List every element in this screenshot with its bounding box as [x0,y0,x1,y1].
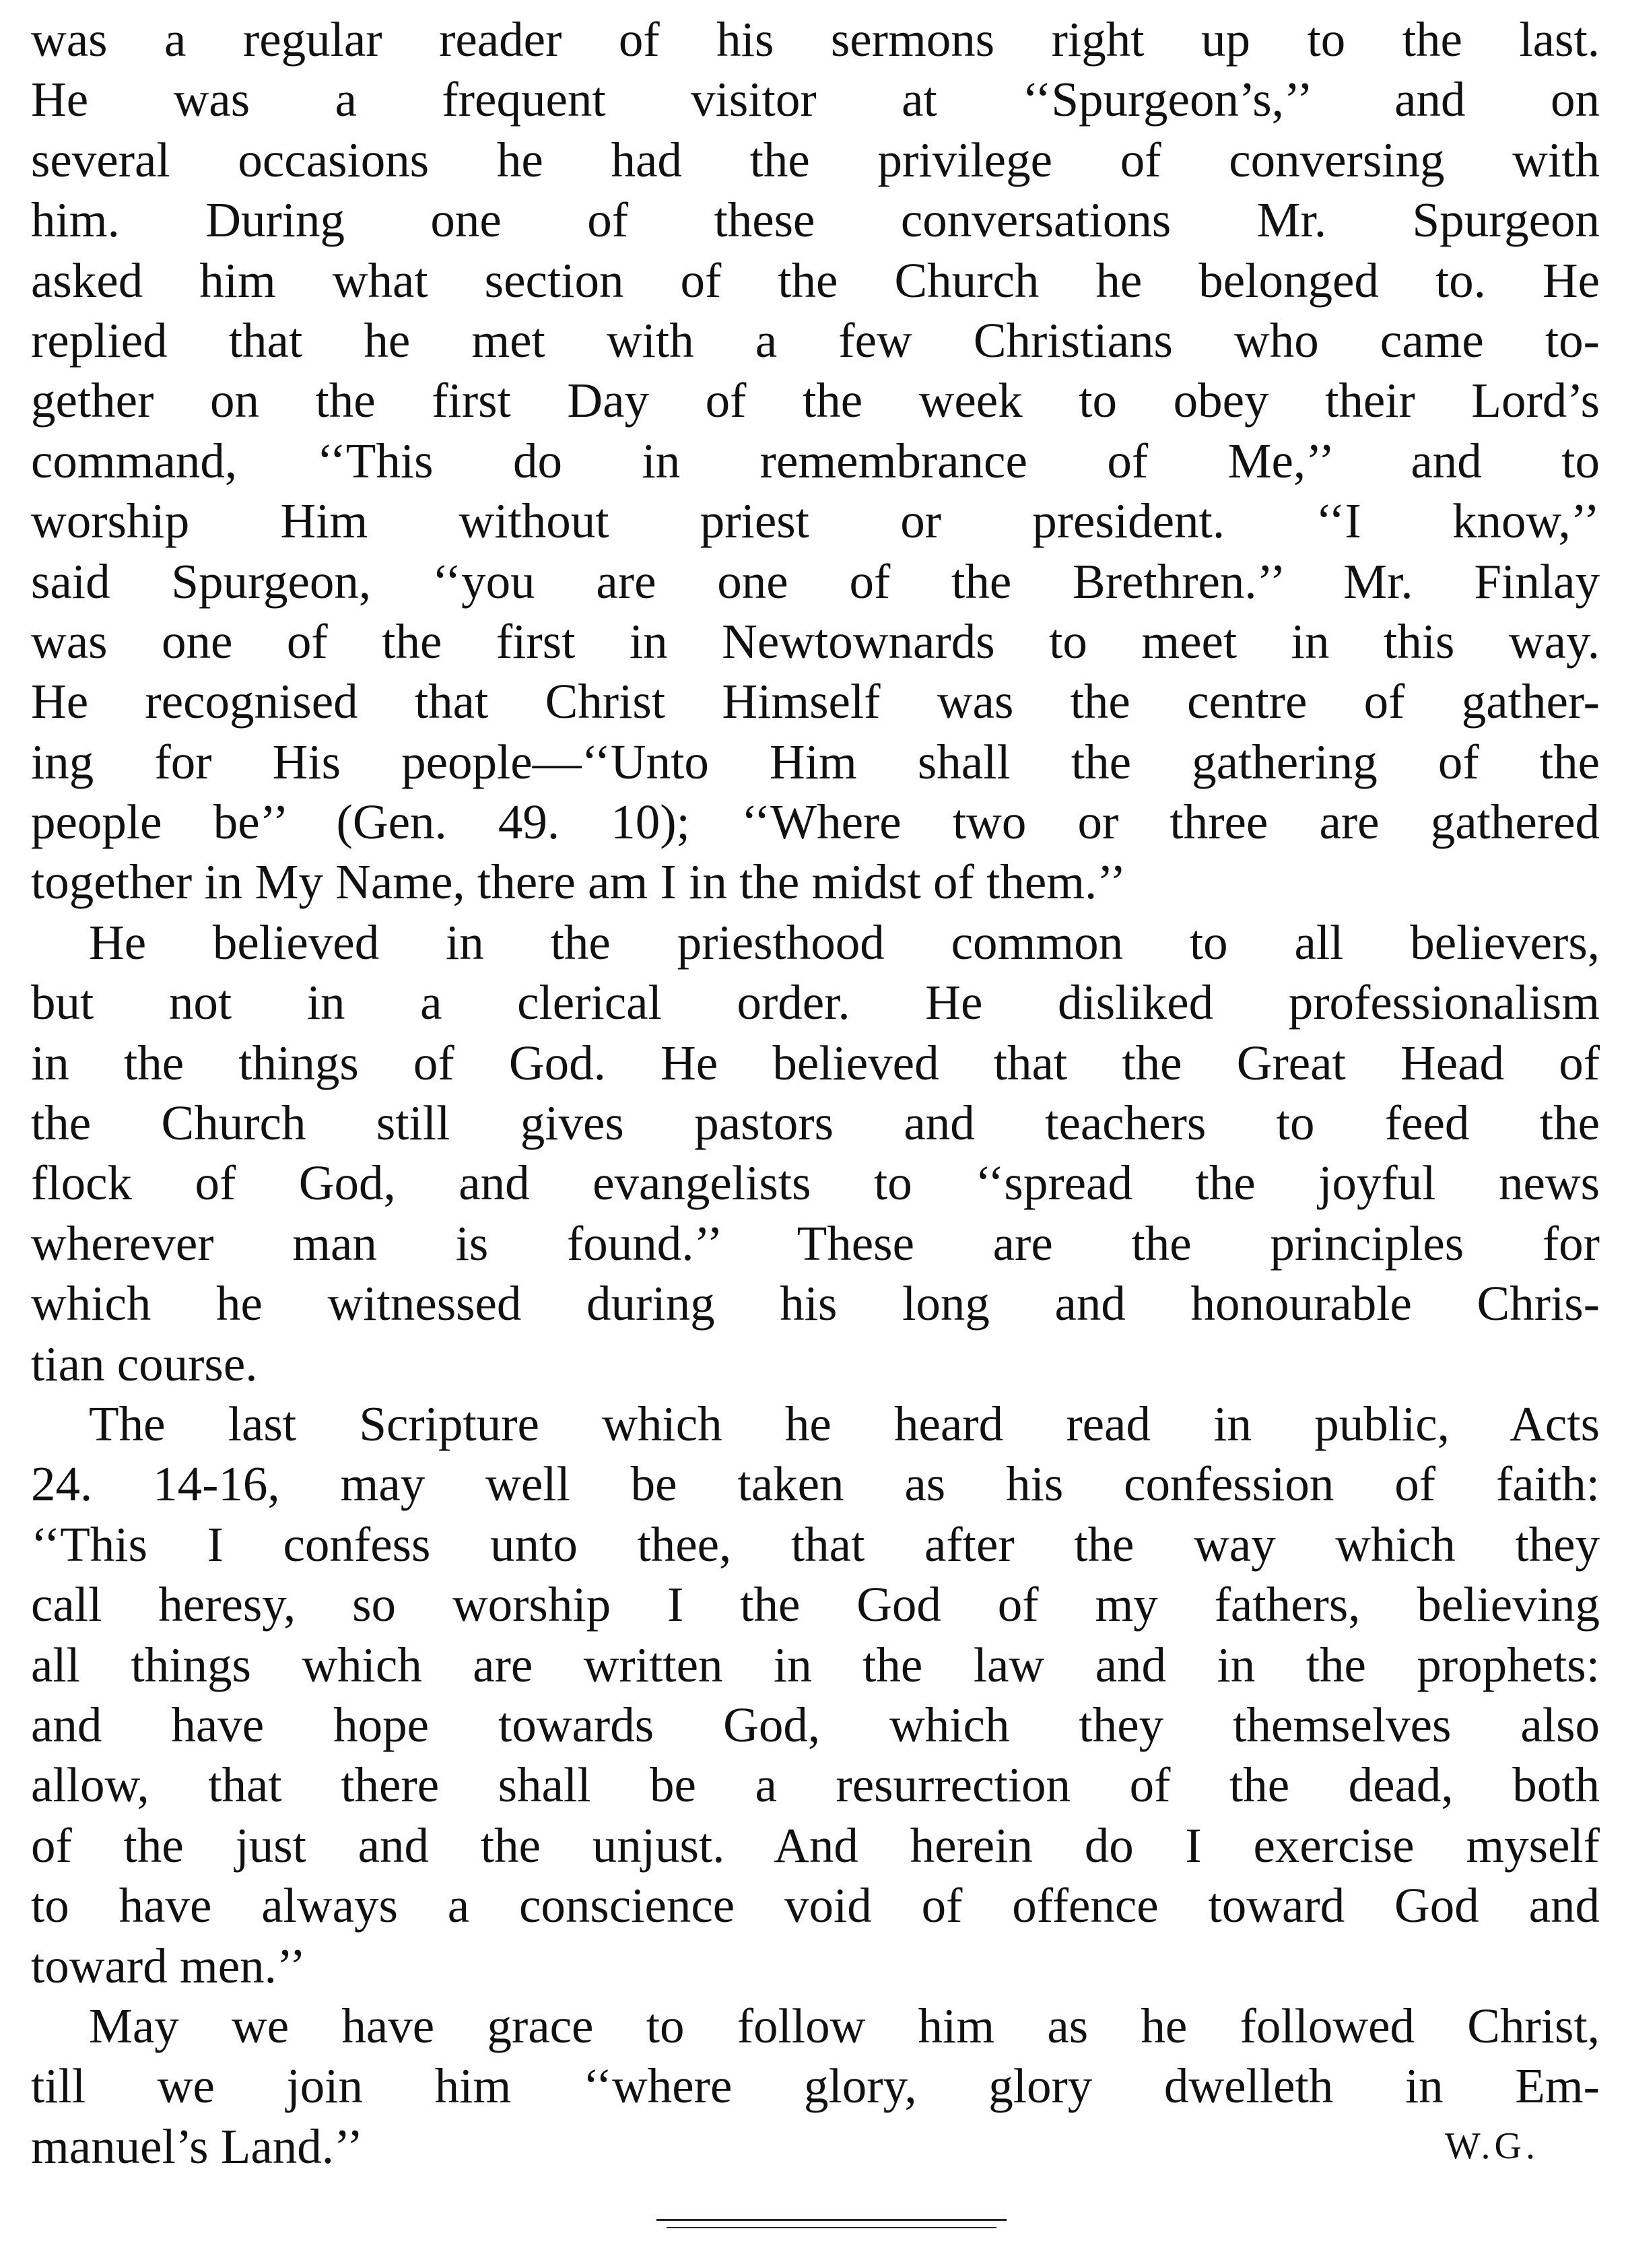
text-line: said Spurgeon, ‘‘you are one of the Brethren.’’ Mr. Finlay [31,554,1600,609]
text-line: was one of the first in Newtownards to meet in this way. [31,613,1600,669]
text-line: allow, that there shall be a resurrection of the dead, both [31,1758,1600,1813]
text-line: several occasions he had the privilege of conversing with [31,132,1600,187]
section-divider-rule [656,2219,1007,2221]
text-line: till we join him ‘‘where glory, glory dwelleth in Em- [31,2059,1600,2114]
text-line: to have always a conscience void of offence toward God and [31,1878,1600,1933]
text-line: May we have grace to follow him as he followed Christ, [89,1998,1600,2053]
text-line: manuel’s Land.’’ [31,2119,364,2174]
text-line: but not in a clerical order. He disliked professionalism [31,975,1600,1030]
closing-line [31,2116,1600,2176]
text-line: flock of God, and evangelists to ‘‘spread the joyful news [31,1156,1600,1211]
author-signature: W.G. [1444,2125,1539,2167]
text-line: worship Him without priest or president. ‘‘I know,’’ [31,494,1600,549]
text-line: wherever man is found.’’ These are the principles for [31,1215,1600,1271]
text-line: command, ‘‘This do in remembrance of Me,’’ and to [31,433,1600,488]
text-line: people be’’ (Gen. 49. 10); ‘‘Where two or three are gathered [31,795,1600,850]
text-line: He recognised that Christ Himself was the centre of gather- [31,674,1600,729]
paragraph-2 [31,912,1600,1394]
text-line: together in My Name, there am I in the midst of them.’’ [31,855,1126,910]
text-line: him. During one of these conversations Mr. Spurgeon [31,193,1600,248]
text-line: call heresy, so worship I the God of my fathers, believing [31,1577,1600,1632]
paragraph-4 [31,1996,1600,2176]
text-line: 24. 14-16, may well be taken as his confession of faith: [31,1457,1600,1512]
text-line: in the things of God. He believed that the Great Head of [31,1035,1600,1090]
text-line: tian course. [31,1336,258,1391]
text-line: of the just and the unjust. And herein do I exercise myself [31,1817,1600,1873]
text-line: was a regular reader of his sermons right up to the last. [31,12,1600,67]
text-line: and have hope towards God, which they themselves also [31,1697,1600,1752]
text-line: toward men.’’ [31,1938,306,1993]
text-line: ing for His people—‘‘Unto Him shall the gathering of the [31,734,1600,789]
text-line: He was a frequent visitor at ‘‘Spurgeon’s,’’ and on [31,72,1600,127]
paragraph-1 [31,9,1600,912]
section-divider-rule [667,2227,996,2228]
text-line: ‘‘This I confess unto thee, that after the way which they [31,1516,1600,1572]
document-page [31,9,1600,2176]
text-line: He believed in the priesthood common to all believers, [89,914,1600,970]
text-line: which he witnessed during his long and honourable Chris- [31,1276,1600,1331]
text-line: the Church still gives pastors and teachers to feed the [31,1096,1600,1151]
text-line: all things which are written in the law and in the prophets: [31,1637,1600,1692]
text-line: gether on the first Day of the week to obey their Lord’s [31,373,1600,428]
text-line: The last Scripture which he heard read in public, Acts [89,1396,1600,1451]
text-line: replied that he met with a few Christians who came to- [31,312,1600,368]
text-line: asked him what section of the Church he belonged to. He [31,253,1600,308]
paragraph-3 [31,1394,1600,1996]
